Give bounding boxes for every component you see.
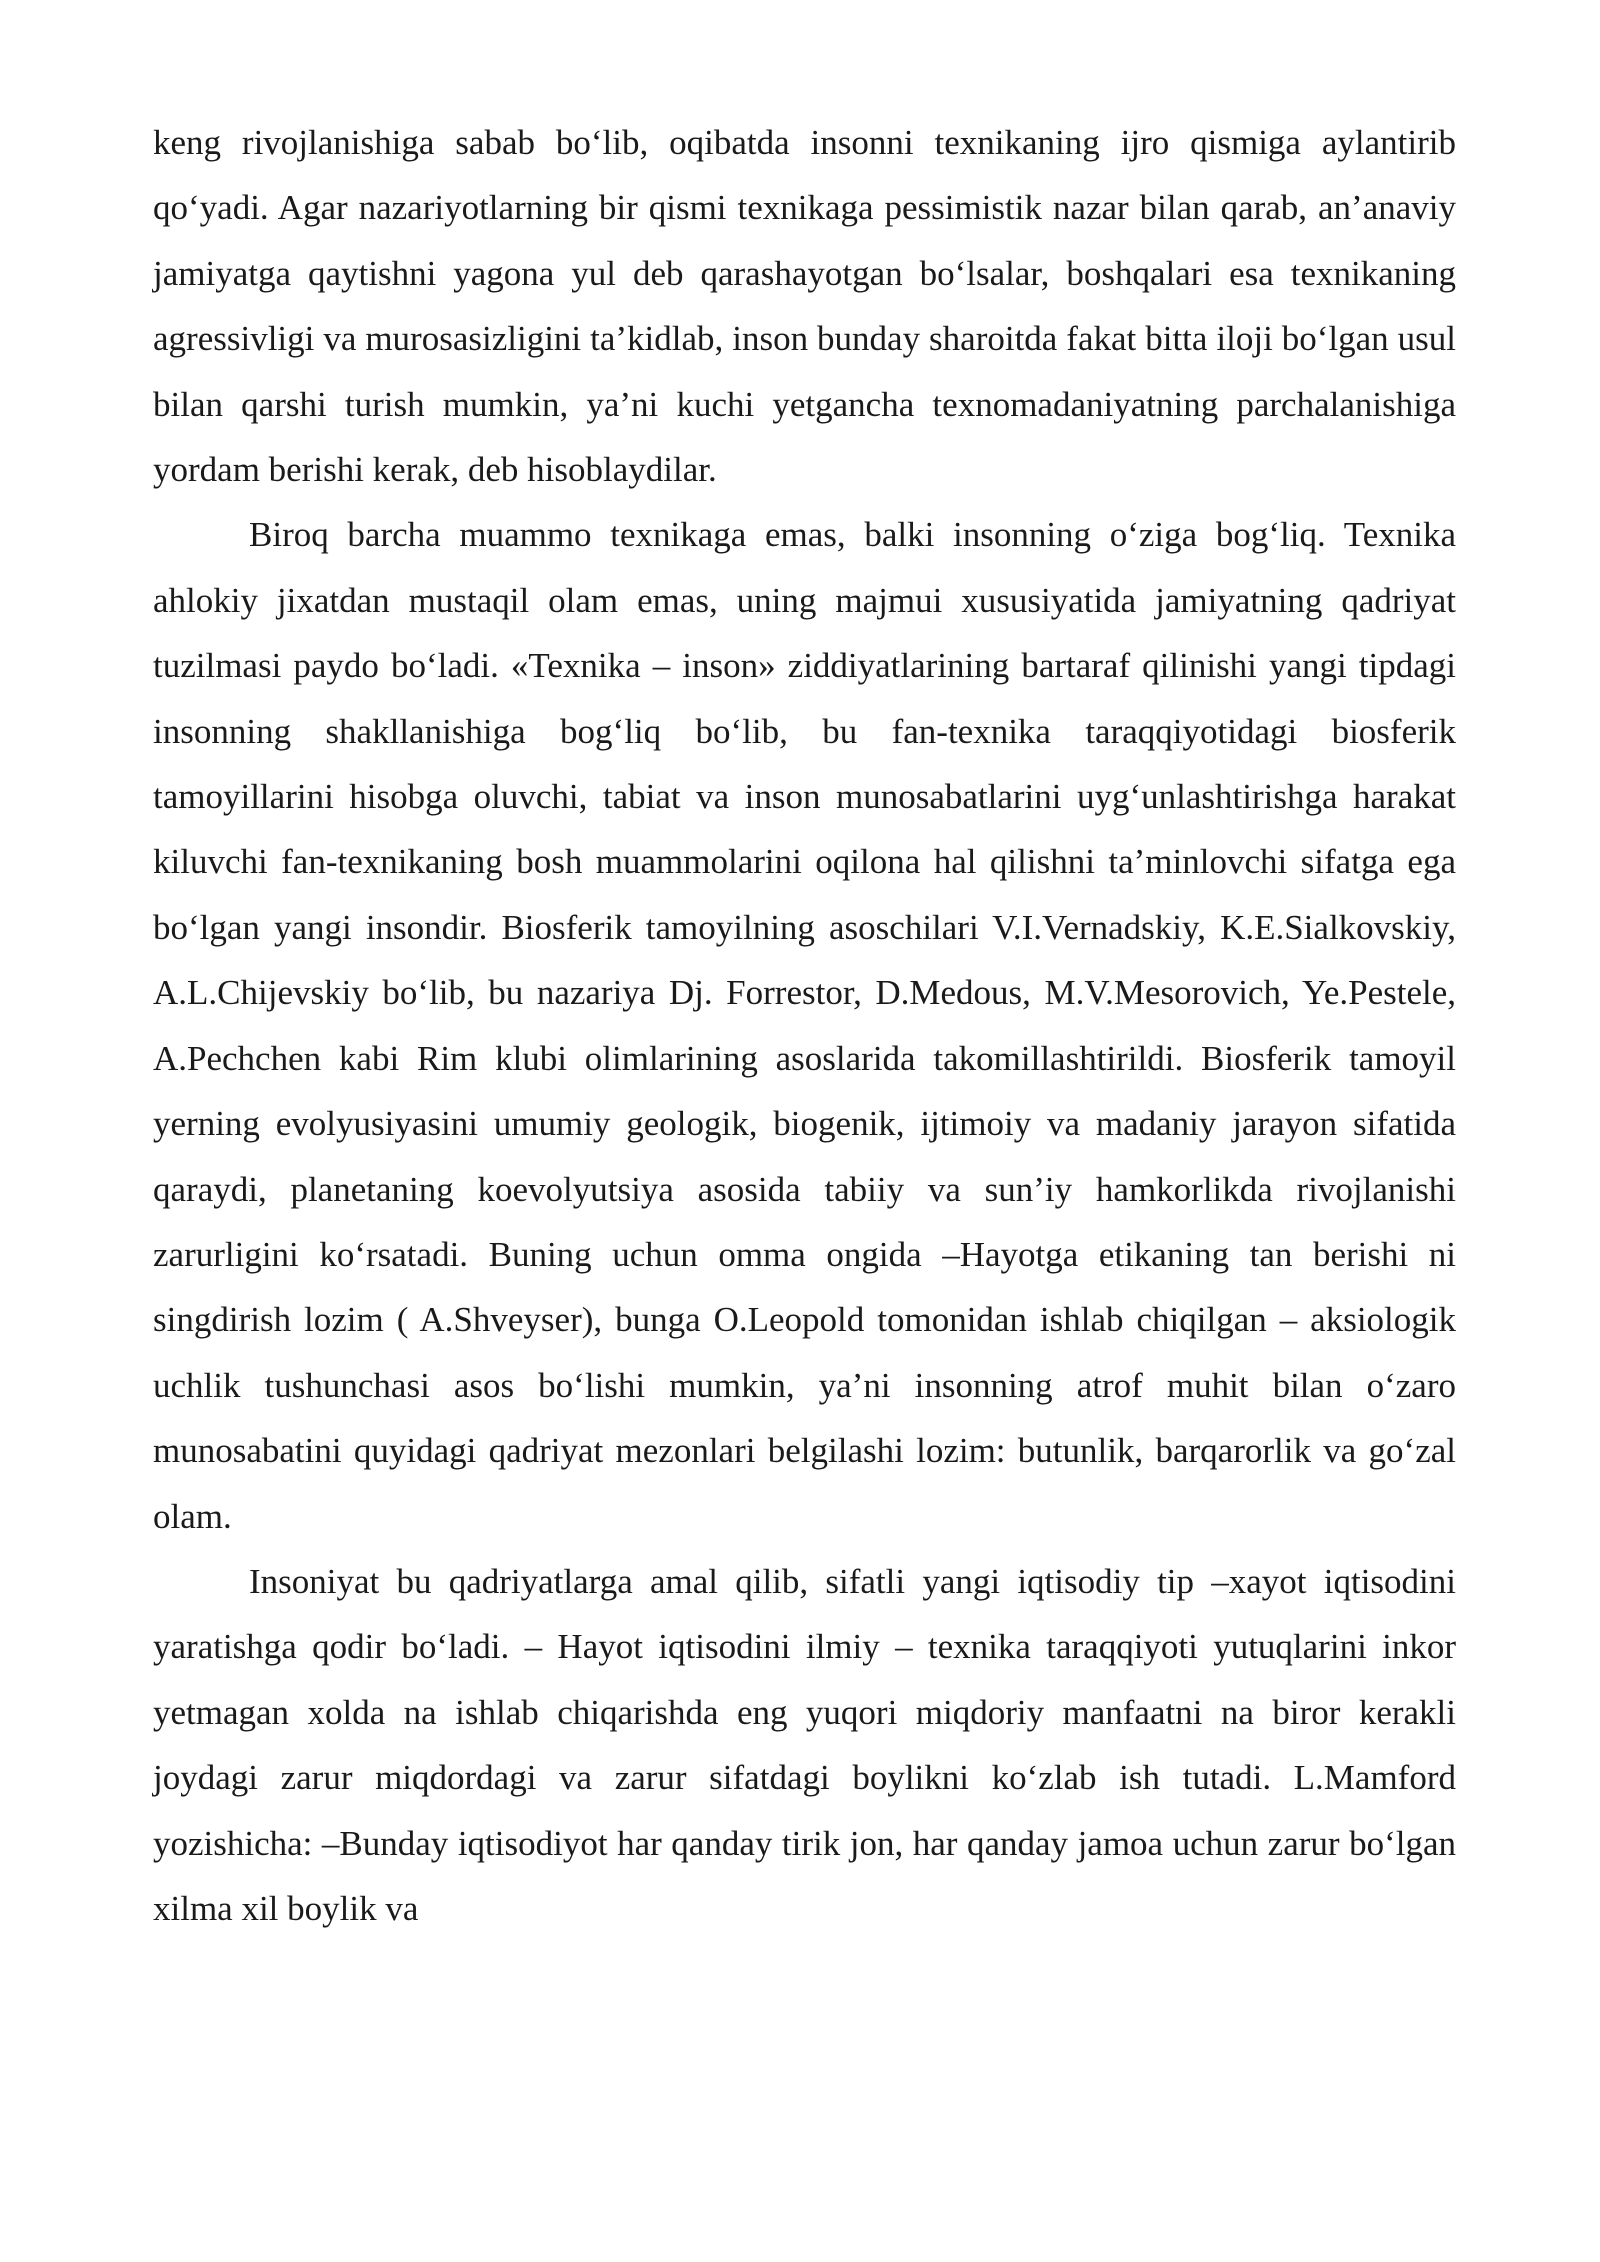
paragraph-life-economy: Insoniyat bu qadriyatlarga amal qilib, sifatli yangi iqtisodiy tip –xayot iqtisodini yaratishga qodir bo‘ladi. – Hayot iqtisodini ilmiy – texnika taraqqiyoti yutuqlarini inkor yetmagan xolda na ishlab chiqarishda eng yuqori miqdoriy manfaatni na biror kerakli joydagi zarur miqdordagi va zarur sifatdagi boylikni ko‘zlab ish tutadi. L.Mamford yozishicha: –Bunday iqtisodiyot har qanday tirik jon, har qanday jamoa uchun zarur bo‘lgan xilma xil boylik va bbox=[153, 1561, 1456, 1928]
document-page bbox=[153, 110, 1456, 1941]
paragraph-biosphere-principle: Biroq barcha muammo texnikaga emas, balki insonning o‘ziga bog‘liq. Texnika ahlokiy jixatdan mustaqil olam emas, uning majmui xususiyatida jamiyatning qadriyat tuzilmasi paydo bo‘ladi. «Texnika – inson» ziddiyatlarining bartaraf qilinishi yangi tipdagi insonning shakllanishiga bog‘liq bo‘lib, bu fan-texnika taraqqiyotidagi biosferik tamoyillarini hisobga oluvchi, tabiat va inson munosabatlarini uyg‘unlashtirishga harakat kiluvchi fan-texnikaning bosh muammolarini oqilona hal qilishni ta’minlovchi sifatga ega bo‘lgan yangi insondir. Biosferik tamoyilning asoschilari V.I.Vernadskiy, K.E.Sialkovskiy, A.L.Chijevskiy bo‘lib, bu nazariya Dj. Forrestor, D.Medous, M.V.Mesorovich, Ye.Pestele, A.Pechchen kabi Rim klubi olimlarining asoslarida takomillashtirildi. Biosferik tamoyil yerning evolyusiyasini umumiy geologik, biogenik, ijtimoiy va madaniy jarayon sifatida qaraydi, planetaning koevolyutsiya asosida tabiiy va sun’iy hamkorlikda rivojlanishi zarurligini ko‘rsatadi. Buning uchun omma ongida –Hayotga etikaning tan berishi ni singdirish lozim ( A.Shveyser), bunga O.Leopold tomonidan ishlab chiqilgan – aksiologik uchlik tushunchasi asos bo‘lishi mumkin, ya’ni insonning atrof muhit bilan o‘zaro munosabatini quyidagi qadriyat mezonlari belgilashi lozim: butunlik, barqarorlik va go‘zal olam. bbox=[153, 515, 1456, 1536]
paragraph-continuation: keng rivojlanishiga sabab bo‘lib, oqibatda insonni texnikaning ijro qismiga aylantirib qo‘yadi. Agar nazariyotlarning bir qismi texnikaga pessimistik nazar bilan qarab, an’anaviy jamiyatga qaytishni yagona yul deb qarashayotgan bo‘lsalar, boshqalari esa texnikaning agressivligi va murosasizligini ta’kidlab, inson bunday sharoitda fakat bitta iloji bo‘lgan usul bilan qarshi turish mumkin, ya’ni kuchi yetgancha texnomadaniyatning parchalanishiga yordam berishi kerak, deb hisoblaydilar. bbox=[153, 123, 1456, 490]
